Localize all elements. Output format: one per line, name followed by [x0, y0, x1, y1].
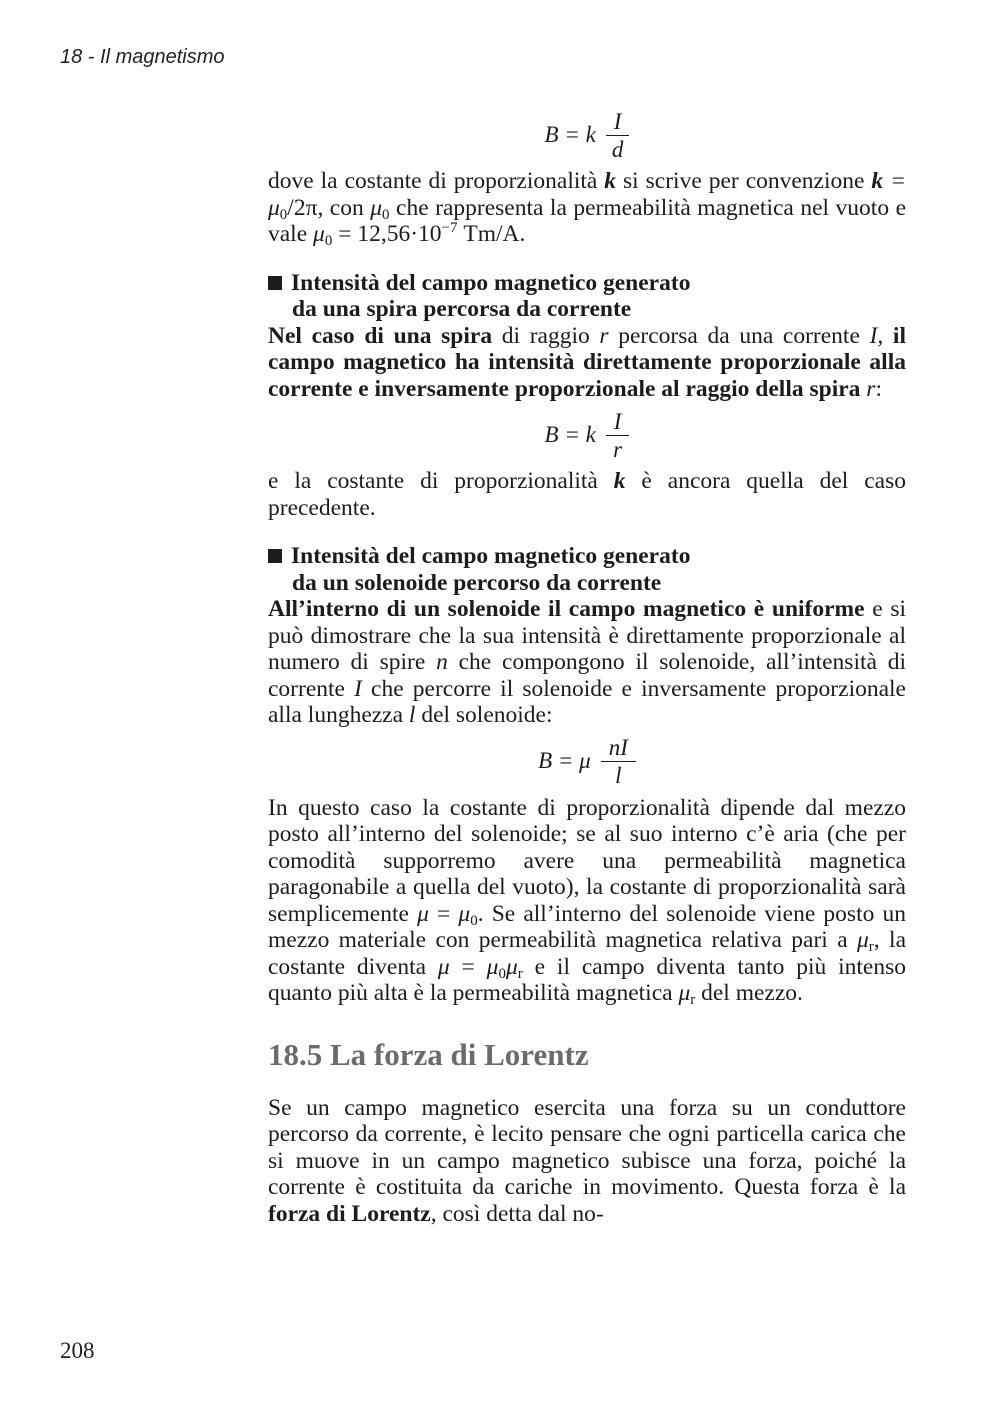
- formula-fraction: [606, 408, 630, 463]
- formula-solenoid: [268, 729, 906, 795]
- formula-lhs: B = μ: [538, 748, 591, 774]
- running-head: 18 - Il magnetismo: [60, 46, 225, 68]
- page-number: 208: [60, 1338, 95, 1363]
- formula-lhs: B = k: [544, 421, 596, 447]
- fraction-numerator: nI: [601, 734, 636, 762]
- formula-fraction: [601, 734, 636, 789]
- square-bullet-icon: [268, 549, 282, 563]
- section-title: 18.5 La forza di Lorentz: [268, 1036, 589, 1072]
- paragraph-solenoid: All’interno di un solenoide il campo magnetico è uniforme e si può dimostrare che la sua intensità è direttamente proporzionale al numero di spire n che compongono il solenoide, all’intensità di corrente I che percorre il solenoide e inversamente proporzionale alla lunghezza l del solenoide:: [268, 596, 906, 728]
- fraction-denominator: d: [611, 136, 624, 162]
- main-column: [268, 102, 906, 1227]
- formula-wire: [268, 102, 906, 168]
- square-bullet-icon: [268, 276, 282, 290]
- fraction-denominator: l: [615, 763, 622, 788]
- heading-loop: Intensità del campo magnetico generato da una spira percorsa da corrente: [268, 270, 906, 323]
- paragraph-constant-k: dove la costante di proporzionalità k si scrive per convenzione $k = \mu_0/2\pi$, con $\mu_0$ che rappresenta la permeabilità magnetica nel vuoto e vale $\mu_0 = 12,56\cdot 10^{-7}$ Tm/A.: [268, 168, 906, 249]
- paragraph-lorentz: Se un campo magnetico esercita una forza su un conduttore percorso da corrente, è lecito pensare che ogni particella carica che si muove in un campo magnetico subisce una forza, poiché la corrente è costituita da cariche in movimento. Questa forza è la forza di Lorentz, così detta dal no-: [268, 1094, 906, 1227]
- formula-loop: [268, 402, 906, 468]
- paragraph-loop-constant: e la costante di proporzionalità k è ancora quella del caso precedente.: [268, 468, 906, 521]
- fraction-numerator: I: [606, 108, 630, 136]
- formula-lhs: B = k: [544, 121, 596, 147]
- paragraph-permeability: In questo caso la costante di proporzionalità dipende dal mezzo posto all’interno del solenoide; se al suo interno c’è aria (che per comodità supporremo avere una permeabilità magnetica paragonabile a quella del vuoto), la costante di proporzionalità sarà semplicemente $\mu = \mu_0$. Se all’interno del solenoide viene posto un mezzo materiale con permeabilità magnetica relativa pari a $\mu_r$, la costante diventa $\mu = \mu_0\mu_r$ e il campo diventa tanto più intenso quanto più alta è la permeabilità magnetica $\mu_r$ del mezzo.: [268, 794, 906, 1008]
- paragraph-loop: Nel caso di una spira di raggio r percorsa da una corrente I, il campo magnetico ha intensità direttamente proporzionale alla corrente e inversamente proporzionale al raggio della spira r:: [268, 322, 906, 402]
- fraction-numerator: I: [606, 408, 630, 436]
- formula-fraction: [606, 108, 630, 163]
- heading-solenoid: Intensità del campo magnetico generato da un solenoide percorso da corrente: [268, 543, 906, 596]
- fraction-denominator: r: [613, 436, 623, 462]
